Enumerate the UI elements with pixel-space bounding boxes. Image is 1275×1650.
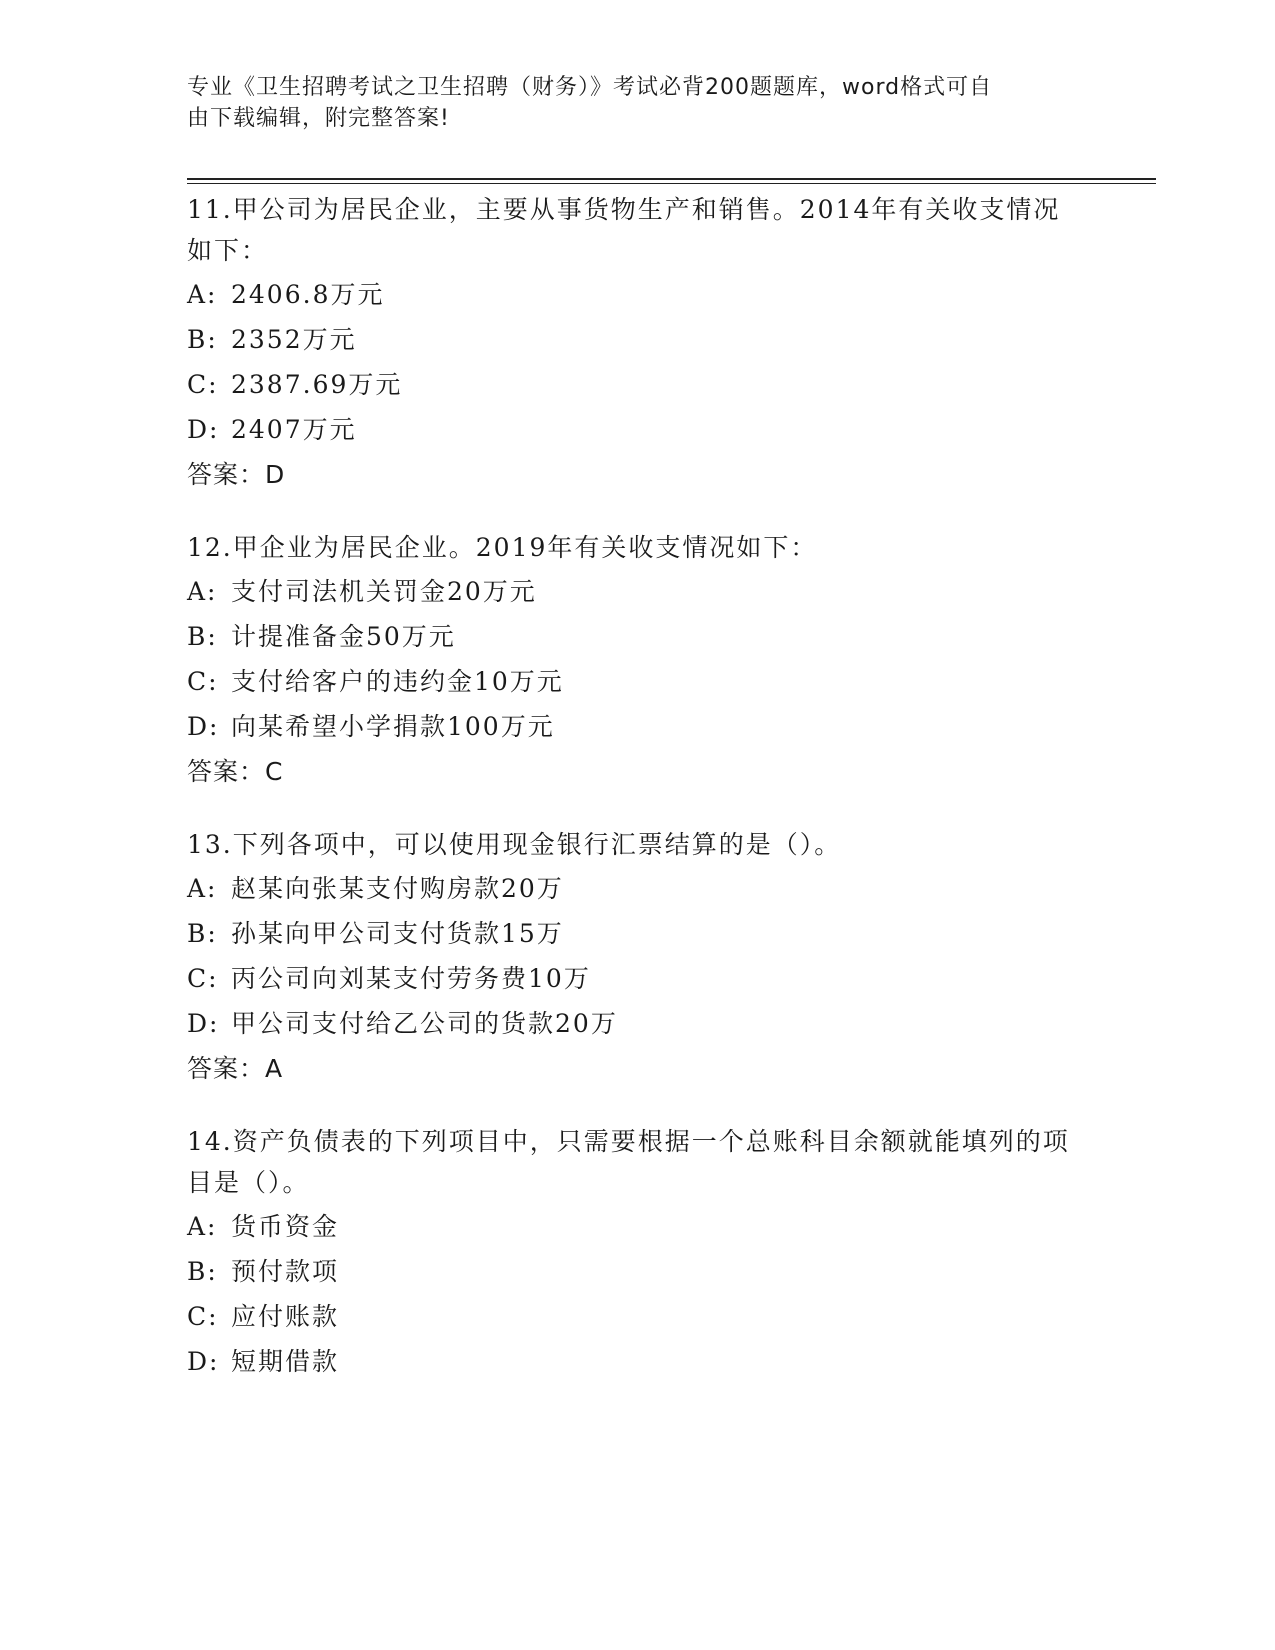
answer-value: A <box>265 1054 284 1083</box>
option-text: 计提准备金50万元 <box>231 622 456 651</box>
answer-value: C <box>265 757 284 786</box>
option-letter: D: <box>187 712 220 741</box>
option-letter: A: <box>187 874 218 903</box>
question-13 <box>187 824 1087 1091</box>
option-c <box>187 956 1087 1001</box>
option-a <box>187 569 1087 614</box>
option-text: 甲公司支付给乙公司的货款20万 <box>231 1009 618 1038</box>
option-letter: A: <box>187 1212 218 1241</box>
option-text: 2406.8万元 <box>231 280 385 309</box>
answer-label: 答案： <box>187 460 266 489</box>
option-text: 2352万元 <box>231 325 357 354</box>
option-letter: A: <box>187 280 218 309</box>
option-text: 货币资金 <box>231 1212 340 1241</box>
option-letter: D: <box>187 1347 220 1376</box>
answer-line <box>187 749 1087 794</box>
option-text: 2387.69万元 <box>231 370 403 399</box>
option-c <box>187 362 1087 407</box>
option-text: 预付款项 <box>231 1257 340 1286</box>
option-d <box>187 1339 1087 1384</box>
option-b <box>187 911 1087 956</box>
option-letter: B: <box>187 325 218 354</box>
option-letter: C: <box>187 667 219 696</box>
option-text: 孙某向甲公司支付货款15万 <box>231 919 564 948</box>
answer-value: D <box>265 460 286 489</box>
option-a <box>187 866 1087 911</box>
question-list <box>187 189 1087 1414</box>
option-text: 丙公司向刘某支付劳务费10万 <box>231 964 591 993</box>
question-12 <box>187 527 1087 794</box>
option-d <box>187 704 1087 749</box>
option-b <box>187 614 1087 659</box>
header-line-1: 专业《卫生招聘考试之卫生招聘（财务）》考试必背200题题库，word格式可自 <box>187 75 993 100</box>
option-a <box>187 272 1087 317</box>
option-c <box>187 1294 1087 1339</box>
question-stem: 13.下列各项中，可以使用现金银行汇票结算的是（）。 <box>187 830 842 859</box>
option-d <box>187 407 1087 452</box>
option-text: 短期借款 <box>231 1347 340 1376</box>
document-header <box>187 72 1067 134</box>
answer-line <box>187 452 1087 497</box>
option-text: 支付司法机关罚金20万元 <box>231 577 537 606</box>
answer-line <box>187 1046 1087 1091</box>
header-divider-thick <box>187 178 1156 180</box>
option-letter: A: <box>187 577 218 606</box>
option-a <box>187 1204 1087 1249</box>
option-letter: C: <box>187 1302 219 1331</box>
option-b <box>187 1249 1087 1294</box>
option-letter: D: <box>187 1009 220 1038</box>
option-text: 支付给客户的违约金10万元 <box>231 667 564 696</box>
question-11 <box>187 189 1087 497</box>
header-line-2: 由下载编辑，附完整答案! <box>187 106 450 131</box>
option-letter: C: <box>187 964 219 993</box>
question-14 <box>187 1121 1087 1384</box>
option-letter: B: <box>187 1257 218 1286</box>
header-divider-thin <box>187 183 1156 184</box>
option-d <box>187 1001 1087 1046</box>
option-letter: B: <box>187 919 218 948</box>
option-letter: B: <box>187 622 218 651</box>
question-stem: 12.甲企业为居民企业。2019年有关收支情况如下： <box>187 533 818 562</box>
option-text: 向某希望小学捐款100万元 <box>231 712 555 741</box>
option-letter: D: <box>187 415 220 444</box>
answer-label: 答案： <box>187 757 266 786</box>
option-text: 赵某向张某支付购房款20万 <box>231 874 564 903</box>
question-stem: 14.资产负债表的下列项目中，只需要根据一个总账科目余额就能填列的项目是（）。 <box>187 1127 1070 1197</box>
question-stem: 11.甲公司为居民企业，主要从事货物生产和销售。2014年有关收支情况如下： <box>187 195 1061 265</box>
answer-label: 答案： <box>187 1054 266 1083</box>
option-b <box>187 317 1087 362</box>
option-letter: C: <box>187 370 219 399</box>
option-c <box>187 659 1087 704</box>
option-text: 应付账款 <box>231 1302 340 1331</box>
option-text: 2407万元 <box>231 415 357 444</box>
